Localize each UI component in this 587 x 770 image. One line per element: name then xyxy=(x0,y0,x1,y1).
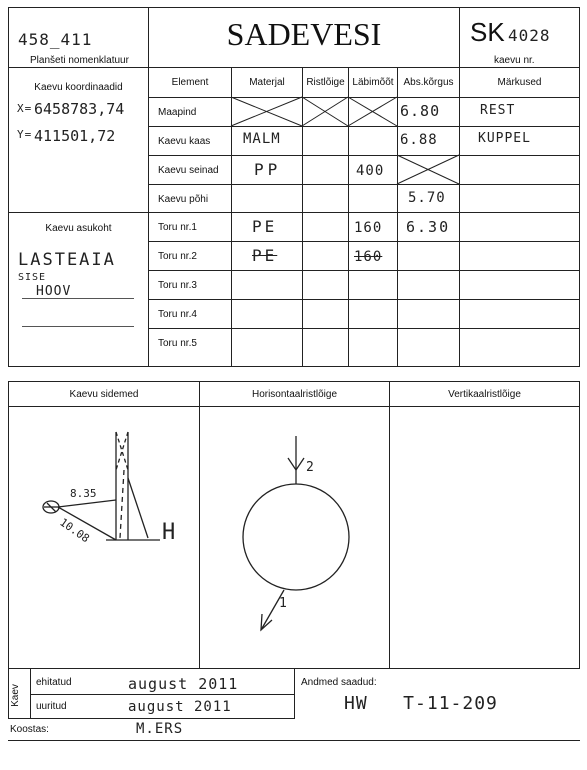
plan-number: 458_411 xyxy=(18,30,93,49)
vertical-label: Vertikaalristlõige xyxy=(448,389,521,400)
header-abs: Abs.kõrgus xyxy=(403,77,454,88)
location-line2: SISE xyxy=(18,272,47,283)
built-value: august 2011 xyxy=(128,675,239,693)
cell-notes: REST xyxy=(480,103,516,118)
x-prefix: X= xyxy=(17,102,33,115)
compiled-value: M.ERS xyxy=(136,721,184,737)
row-element: Toru nr.2 xyxy=(158,251,197,262)
cell-abs: 6.80 xyxy=(400,102,441,120)
row-element: Kaevu kaas xyxy=(158,136,211,147)
header-material: Materjal xyxy=(249,77,285,88)
cell-material: PE xyxy=(252,217,278,236)
x-value: 6458783,74 xyxy=(34,100,125,118)
ties-label: Kaevu sidemed xyxy=(69,389,139,400)
location-line3: HOOV xyxy=(36,284,72,299)
horizontal-label: Horisontaalristlõige xyxy=(251,389,338,400)
cell-material: PE xyxy=(252,246,278,265)
side-label: Kaev xyxy=(9,684,21,707)
plan-label: Planšeti nomenklatuur xyxy=(30,55,129,66)
cell-diameter: 160 xyxy=(354,220,383,236)
tie-dim1: 8.35 xyxy=(70,487,97,500)
cell-abs: 5.70 xyxy=(408,190,446,206)
surveyed-value: august 2011 xyxy=(128,699,232,715)
pipe-in-label: 2 xyxy=(306,460,315,475)
compiled-label: Koostas: xyxy=(10,724,49,735)
well-number: 4028 xyxy=(508,26,551,45)
header-notes: Märkused xyxy=(497,77,542,88)
tie-letter: H xyxy=(162,520,177,545)
location-label: Kaevu asukoht xyxy=(45,223,112,234)
row-element: Toru nr.4 xyxy=(158,309,197,320)
page-title: SADEVESI xyxy=(226,16,382,52)
location-line1: LASTEAIA xyxy=(18,250,116,270)
cell-diameter: 160 xyxy=(354,249,383,265)
header-element: Element xyxy=(171,77,209,88)
row-element: Toru nr.5 xyxy=(158,338,197,349)
y-value: 411501,72 xyxy=(34,127,116,145)
row-element: Toru nr.3 xyxy=(158,280,197,291)
data-label: Andmed saadud: xyxy=(301,677,377,688)
y-prefix: Y= xyxy=(17,128,33,141)
row-element: Kaevu seinad xyxy=(158,165,219,176)
cell-diameter: 400 xyxy=(356,163,385,179)
cell-abs: 6.88 xyxy=(400,132,438,148)
cell-abs: 6.30 xyxy=(406,218,451,236)
cell-notes: KUPPEL xyxy=(478,131,531,146)
header-diameter: Läbimõõt xyxy=(352,77,394,88)
header-section: Ristlõige xyxy=(306,77,345,88)
row-element: Maapind xyxy=(158,107,197,118)
pipe-out-label: 1 xyxy=(279,596,288,611)
row-element: Toru nr.1 xyxy=(158,222,197,233)
cell-material: PP xyxy=(254,160,282,179)
surveyed-label: uuritud xyxy=(36,701,67,712)
tie-dim2: 10.08 xyxy=(57,515,92,546)
well-label: kaevu nr. xyxy=(494,55,535,66)
cell-material: MALM xyxy=(243,131,281,147)
coordinates-label: Kaevu koordinaadid xyxy=(34,82,123,93)
well-prefix: SK xyxy=(470,17,505,47)
data-value: HW T-11-209 xyxy=(344,693,498,714)
row-element: Kaevu põhi xyxy=(158,194,209,205)
built-label: ehitatud xyxy=(36,677,72,688)
